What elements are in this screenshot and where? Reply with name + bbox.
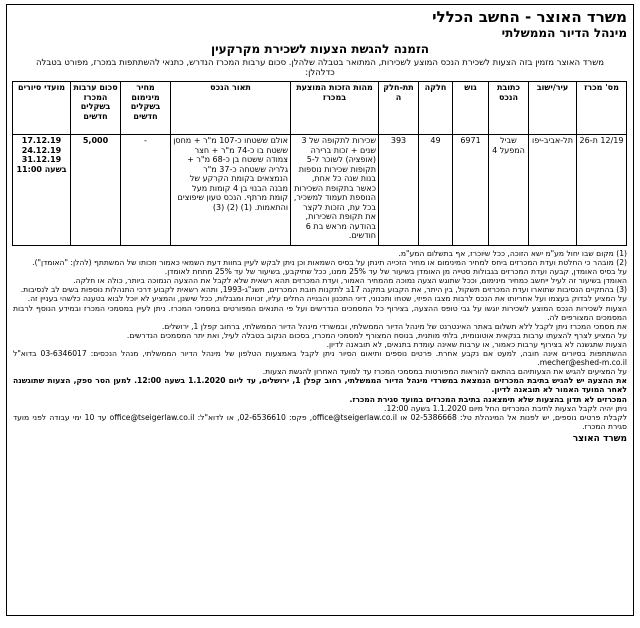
term-paragraph: המכרזים לא תדון בהצעות שלא תימצאנה בתיבת המכרזים במועד סגירת המכרז. (349, 394, 627, 404)
col-parcel: חלקה (419, 82, 453, 135)
table-row (13, 135, 627, 246)
term-paragraph: לקבלת פרטים נוספים, יש לפנות אל המינהלת טל: 02-5386668 או office@tseigerlaw.co.il, פקס: 02-6536610, או לדוא"ל: office@tseigerlaw.co.il עד 10 ימי עבודה לפני מועד סגירת המכרז. (13, 412, 628, 431)
cell-block: 6971 (453, 135, 489, 246)
table-header-row (13, 82, 627, 135)
cell-city: תל-אביב-יפו (529, 135, 577, 246)
col-description: תאור הנכס (171, 82, 291, 135)
term-paragraph: הצעות שתגשנה לא בצירוף ערבות כאמור, או ערבות שאינה עומדת בתנאים, לא תובאנה לדיון. (326, 339, 627, 349)
administration-heading: מינהל הדיור הממשלתי (501, 26, 627, 40)
term-paragraph: ההשתתפות בסיורים אינה חובה, למעט אם נקבע אחרת. פרטים נוספים ותיאום הסיור ניתן לקבל באמצעות הטלפון של מינהל הדיור הממשלתי, מנהל הנכסים: 03-6346017 בדוא"ל mecher@eshed-m.co.il. (13, 349, 627, 368)
cell-parcel: 49 (419, 135, 453, 246)
term-paragraph: על המציע לצרף להצעתו ערבות בנקאית אוטונומית, בלתי מותנית, בנוסח המצורף למסמכי המכרז, בסכום הנקוב בטבלה לעיל, ואת יתר המסמכים הנדרשים. (126, 330, 627, 340)
term-paragraph: את מסמכי המכרז ניתן לקבל ללא תשלום באתר האינטרנט של מינהל הדיור הממשלתי, ובמשרדי מינהל הדיור הממשלתי, ברחוב קפלן 1, ירושלים. (161, 321, 627, 331)
term-paragraph: הצעות לשכירות הנכס המוצע לשכירות יוגשו על גבי טופס ההצעה, בצירוף כל המסמכים הנדרשים ועל פי התנאים המפורטים במסמכי המכרז. ניתן לעיין במסמכי המכרז ובמידע הנוסף לרבות המסמכים המצורפים לה. (13, 303, 627, 322)
cell-description: אולם ששטחו כ-107 מ"ר + מחסן ששטח בו כ-74 מ"ר + חצר צמודה ששטח בן כ-68 מ"ר + גלריה ששטחה כ-37 מ"ר הנמצאים בקומת הקרקע של מבנה הבנוי בן 4 קומות מעל קומת מרתף. הנכס טעון שיפוצים והתאמות. (1) (2) (3) (171, 135, 291, 246)
col-block: גוש (453, 82, 489, 135)
term-paragraph: (3) בהתקיים הנסיבות שתוארו ועדת המכרזים תשקול, בין היתר, את הקבוע בתקנה 17ב לתקנות חובת המכרזים, תשנ"ג-1993, ותהא רשאית לקבוע דרכי התנהלות נוספות בשים לב לנסיבות. (20, 285, 627, 295)
col-rental-period: מהות הזכות המוצעת במכרז (291, 82, 379, 135)
term-paragraph: על המציעים להגיש את הצעותיהם בהתאם להוראות המפורטות במסמכי המכרז עד למועד האחרון להגשת הצעות. (262, 367, 627, 377)
term-paragraph: (1) מקום שבו יחול מע"מ ישא הזוכה, ככל שיוכרז, אף בתשלום המע"מ. (398, 249, 627, 258)
cell-min-price: - (121, 135, 171, 246)
signature: משרד האוצר (572, 433, 627, 444)
terms-section (13, 249, 627, 431)
cell-rental-period: שכירות לתקופה של 3 שנים + זכות ברירה (אופציה) לשוכר ל-5 תקופות שכירות נוספות בנות שנה כל אחת, כאשר בתקופת השכירות הנוספת תעמוד למשכיר, בכל עת, הזכות לקצר את תקופת השכירות, בהודעה מראש בת 6 חודשים. (291, 135, 379, 246)
cell-tour-dates: 17.12.19 24.12.19 31.12.19 בשעה 11:00 (13, 135, 71, 246)
term-paragraph: האומדן בשיעור זה לעיל ייחשב כמחיר מינימום, וככל שתוגש הצעה נמוכה מהמחיר האמור, ועדת המכרזים תהא רשאית שלא לקבל את ההצעה הנמוכה ביותר, כולה או חלקה. (73, 276, 627, 286)
tender-notice (6, 4, 634, 616)
term-paragraph: על המציע לבדוק בעצמו ועל אחריותו את הנכס לרבות מצבו הפיזי, שטחו ותכנוני, דיני התכנון והבנייה החלים עליו, זכויות ומגבלות, ככל שישנן, והמציע לא יוכל לבוא בטענה כלשהי בעניין זה. (27, 294, 627, 304)
col-address: כתובת הנכס (489, 82, 529, 135)
cell-address: שביל המפעל 4 (489, 135, 529, 246)
cell-guarantee: 5,000 (71, 135, 121, 246)
notice-title: הזמנה להגשת הצעות לשכירת מקרקעין (210, 42, 429, 56)
col-min-price: מחיר מינימום בשקלים חדשים (121, 82, 171, 135)
term-paragraph: על בסיס האומדן, קבעה ועדת המכרזים בגבולות סטייה מן האומדן בשיעור של עד 25% ממנו, ככל שתיקבע, בשיעור של עד 25% מתחת לאומדן. (164, 267, 627, 277)
cell-tender-no: 12/19 ת-26 (577, 135, 627, 246)
tender-table (12, 81, 627, 246)
col-subparcel: תת-חלקה (379, 82, 419, 135)
intro-paragraph: משרד האוצר מזמין בזה הצעות לשכירת הנכס המוצע לשכירות, המתואר בטבלה שלהלן. סכום ערבות המכרז הנדרש, כתנאי להשתתפות במכרז, מפורט בטבלה כדלהלן: (35, 58, 605, 78)
col-tour-dates: מועדי סיורים (13, 82, 71, 135)
term-paragraph: (2) מובהר כי החלטת ועדת המכרזים ביחס למחיר המינימום או מחיר הזכייה תינתן על בסיס השמאות וכן ניתן לבקש לעיין בחוות דעת השמאי כאמור וזכותו של המשתתף (להלן: "האומדן"). (32, 258, 627, 268)
col-guarantee: סכום ערבות המכרז בשקלים חדשים (71, 82, 121, 135)
col-tender-no: מס' מכרז (577, 82, 627, 135)
term-paragraph: ניתן יהיה לקבל הצעות לתיבת המכרזים החל מיום 1.1.2020 בשעה 12:00. (384, 403, 627, 413)
col-city: עיר/ישוב (529, 82, 577, 135)
term-paragraph: את ההצעה יש להגיש בתיבת המכרזים הנמצאת במשרדי מינהל הדיור הממשלתי, רחוב קפלן 1, ירושלים, עד ליום 1.1.2020 בשעה 12:00. למען הסר ספק, הצעות שתוגשנה לאחר המועד האמור לא תובאנה לדיון. (13, 376, 627, 395)
ministry-heading: משרד האוצר - החשב הכללי (432, 8, 627, 26)
cell-subparcel: 393 (379, 135, 419, 246)
